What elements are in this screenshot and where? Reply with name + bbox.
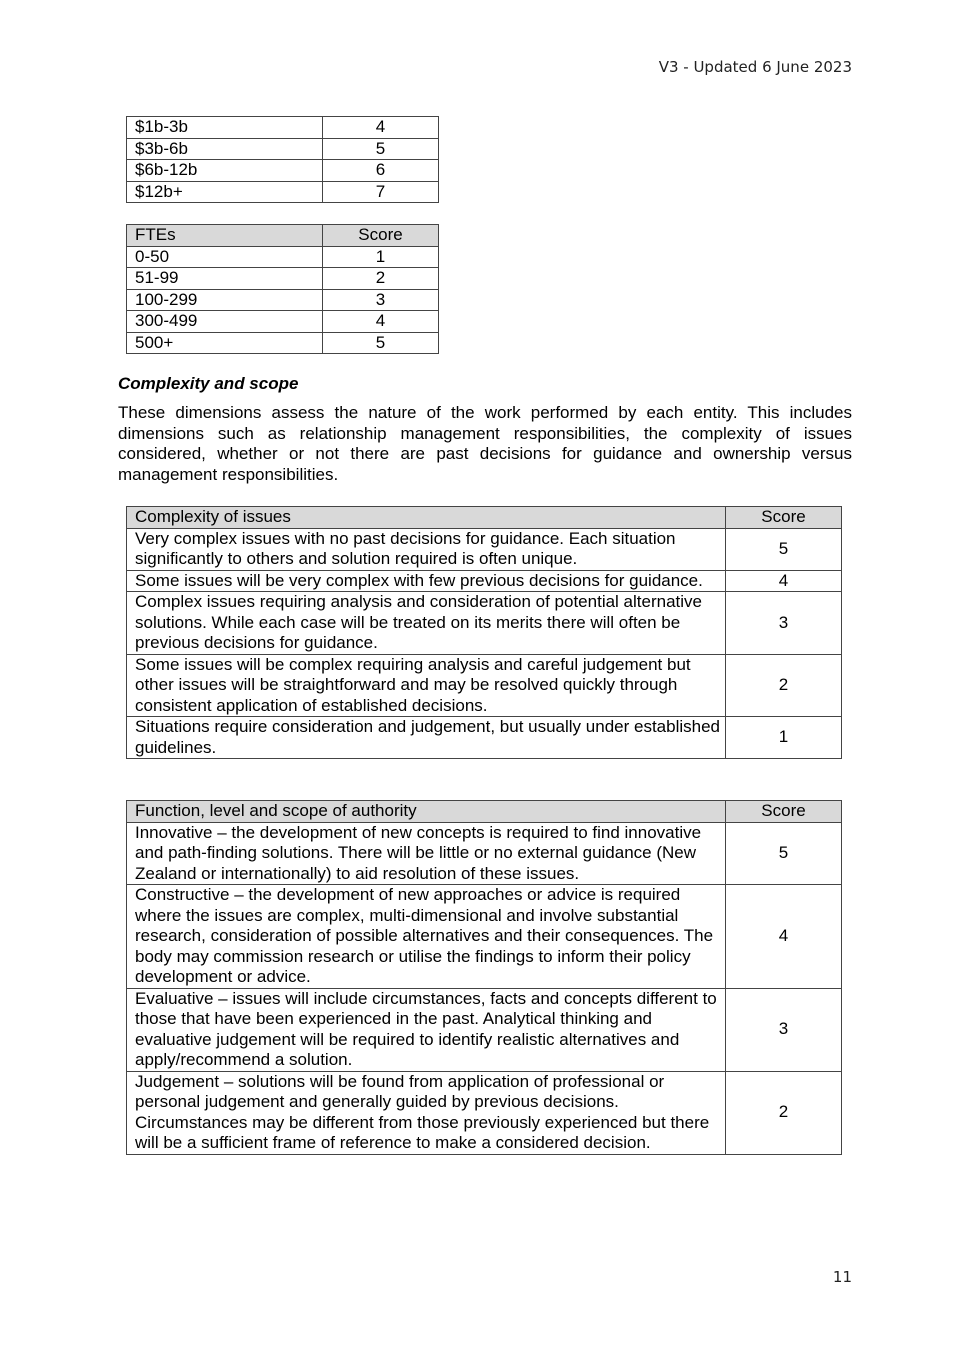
score-cell: 4 [726,885,842,989]
range-cell: $1b-3b [127,117,323,139]
range-cell: 300-499 [127,311,323,333]
table-row [127,181,439,203]
range-cell: $12b+ [127,181,323,203]
column-header-authority: Function, level and scope of authority [127,801,726,823]
page-number: 11 [832,1268,852,1286]
range-cell: 51-99 [127,268,323,290]
table-row [127,160,439,182]
range-cell: $6b-12b [127,160,323,182]
table-row [127,885,842,989]
score-cell: 3 [726,592,842,655]
range-cell: 0-50 [127,246,323,268]
table-row [127,822,842,885]
revenue-score-table [126,116,439,203]
description-cell: Some issues will be complex requiring analysis and careful judgement but other issues will be straightforward and may be resolved quickly through consistent application of established decisions. [127,654,726,717]
score-cell: 5 [323,332,439,354]
column-header-score: Score [726,801,842,823]
score-cell: 1 [323,246,439,268]
column-header-ftes: FTEs [127,225,323,247]
score-cell: 4 [323,117,439,139]
range-cell: 100-299 [127,289,323,311]
authority-score-table [126,800,842,1155]
table-row [127,268,439,290]
table-row [127,592,842,655]
complexity-score-table [126,506,842,759]
table-row [127,654,842,717]
table-row [127,117,439,139]
table-row [127,717,842,759]
score-cell: 2 [726,1071,842,1154]
description-cell: Complex issues requiring analysis and consideration of potential alternative solutions. While each case will be treated on its merits there will often be previous decisions for guidance. [127,592,726,655]
description-cell: Judgement – solutions will be found from application of professional or personal judgement and generally guided by previous decisions. Circumstances may be different from those previously experienced but there will be a sufficient frame of reference to make a considered decision. [127,1071,726,1154]
column-header-score: Score [323,225,439,247]
version-note: V3 - Updated 6 June 2023 [658,58,852,76]
score-cell: 5 [726,822,842,885]
score-cell: 1 [726,717,842,759]
description-cell: Some issues will be very complex with few previous decisions for guidance. [127,570,726,592]
description-cell: Innovative – the development of new concepts is required to find innovative and path-finding solutions. There will be little or no external guidance (New Zealand or internationally) to aid resolution of these issues. [127,822,726,885]
score-cell: 2 [726,654,842,717]
range-cell: 500+ [127,332,323,354]
table-row [127,1071,842,1154]
score-cell: 3 [726,988,842,1071]
table-row [127,332,439,354]
table-row [127,138,439,160]
range-cell: $3b-6b [127,138,323,160]
score-cell: 5 [726,528,842,570]
score-cell: 6 [323,160,439,182]
score-cell: 2 [323,268,439,290]
table-row [127,528,842,570]
table-row [127,311,439,333]
description-cell: Situations require consideration and judgement, but usually under established guidelines. [127,717,726,759]
column-header-complexity: Complexity of issues [127,507,726,529]
description-cell: Very complex issues with no past decisions for guidance. Each situation significantly to others and solution required is often unique. [127,528,726,570]
table-header-row [127,801,842,823]
table-header-row [127,507,842,529]
score-cell: 3 [323,289,439,311]
table-row [127,988,842,1071]
table-row [127,289,439,311]
description-cell: Evaluative – issues will include circumstances, facts and concepts different to those that have been experienced in the past. Analytical thinking and evaluative judgement will be required to identify realistic alternatives and apply/recommend a solution. [127,988,726,1071]
table-header-row [127,225,439,247]
section-heading: Complexity and scope [118,374,299,393]
table-row [127,570,842,592]
score-cell: 4 [726,570,842,592]
score-cell: 7 [323,181,439,203]
score-cell: 4 [323,311,439,333]
table-row [127,246,439,268]
fte-score-table [126,224,439,354]
column-header-score: Score [726,507,842,529]
section-intro-paragraph: These dimensions assess the nature of the work performed by each entity. This includes dimensions such as relationship management responsibilities, the complexity of issues considered, whether or not there are past decisions for guidance and ownership versus management responsibilities. [118,403,852,485]
description-cell: Constructive – the development of new approaches or advice is required where the issues are complex, multi-dimensional and involve substantial research, consideration of possible alternatives and their consequences. The body may commission research or utilise the findings to inform their policy development or advice. [127,885,726,989]
score-cell: 5 [323,138,439,160]
